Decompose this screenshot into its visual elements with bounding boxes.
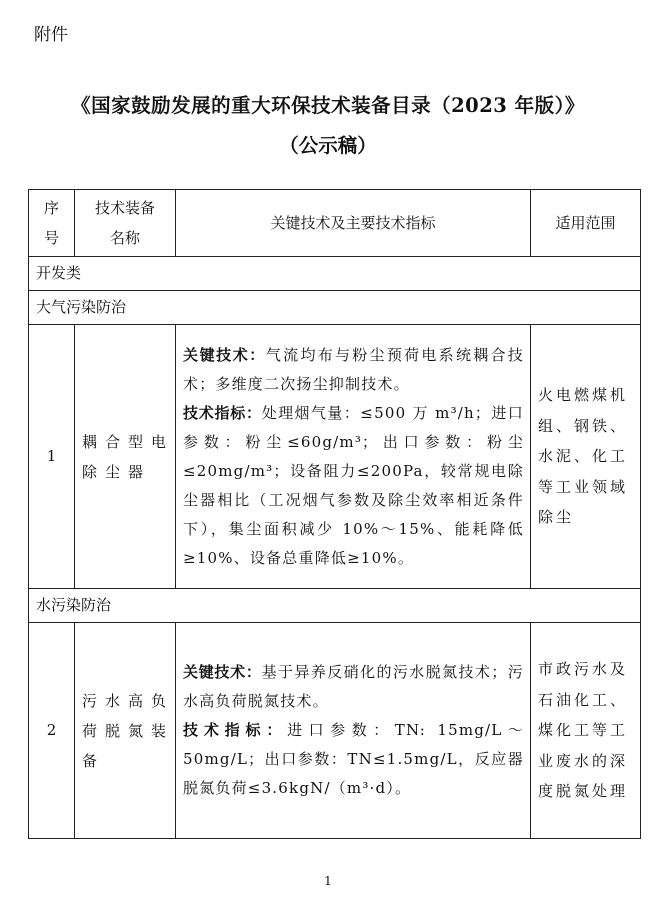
scope-cell: 市政污水及石油化工、煤化工等工业废水的深度脱氮处理 (531, 623, 641, 839)
key-tech-label: 关键技术： (183, 345, 266, 364)
header-equipment (75, 190, 176, 257)
row-number: 1 (29, 325, 75, 589)
header-seq-line1: 序 (43, 199, 59, 217)
page-number: 1 (324, 874, 332, 888)
table-header-row (29, 190, 641, 257)
header-scope: 适用范围 (531, 190, 641, 257)
header-equipment-line1: 技术装备 (94, 199, 155, 217)
section-label-air: 大气污染防治 (29, 291, 641, 325)
key-tech-cell (176, 623, 531, 839)
category-row (29, 257, 641, 291)
header-equipment-line2: 名称 (109, 229, 140, 247)
document-subtitle: （公示稿） (279, 134, 377, 157)
attachment-label: 附件 (34, 25, 68, 45)
document-title: 《国家鼓励发展的重大环保技术装备目录（2023 年版）》 (71, 94, 585, 117)
header-key-tech: 关键技术及主要技术指标 (176, 190, 531, 257)
table-row (29, 325, 641, 589)
equipment-catalog-table (28, 189, 641, 839)
header-seq (29, 190, 75, 257)
table-row (29, 623, 641, 839)
equipment-name: 耦合型电除尘器 (75, 325, 176, 589)
scope-cell: 火电燃煤机组、钢铁、水泥、化工等工业领域除尘 (531, 325, 641, 589)
equipment-name: 污水高负荷脱氮装备 (75, 623, 176, 839)
section-label-water: 水污染防治 (29, 589, 641, 623)
key-tech-text: 基于异养反硝化的污水脱氮技术；污水高负荷脱氮技术。 (183, 663, 524, 710)
header-seq-line2: 号 (43, 229, 59, 247)
category-label: 开发类 (29, 257, 641, 291)
indicator-label: 技术指标： (183, 721, 288, 739)
indicator-label: 技术指标： (183, 403, 262, 422)
indicator-text: 处理烟气量：≤500 万 m³/h；进口参数：粉尘≤60g/m³；出口参数：粉尘≤20mg/m³；设备阻力≤200Pa，较常规电除尘器相比（工况烟气参数及除尘效率相近条件下），集尘面积减少 10%～15%、能耗降低≥10%、设备总重降低≥10%。 (183, 403, 524, 567)
section-row (29, 291, 641, 325)
indicator-text: 进口参数：TN: 15mg/L～50mg/L；出口参数：TN≤1.5mg/L，反应器脱氮负荷≤3.6kgN/（m³·d）。 (183, 721, 524, 797)
key-tech-label: 关键技术： (183, 663, 262, 681)
section-row (29, 589, 641, 623)
key-tech-cell (176, 325, 531, 589)
row-number: 2 (29, 623, 75, 839)
key-tech-text: 气流均布与粉尘预荷电系统耦合技术；多维度二次扬尘抑制技术。 (183, 345, 524, 393)
